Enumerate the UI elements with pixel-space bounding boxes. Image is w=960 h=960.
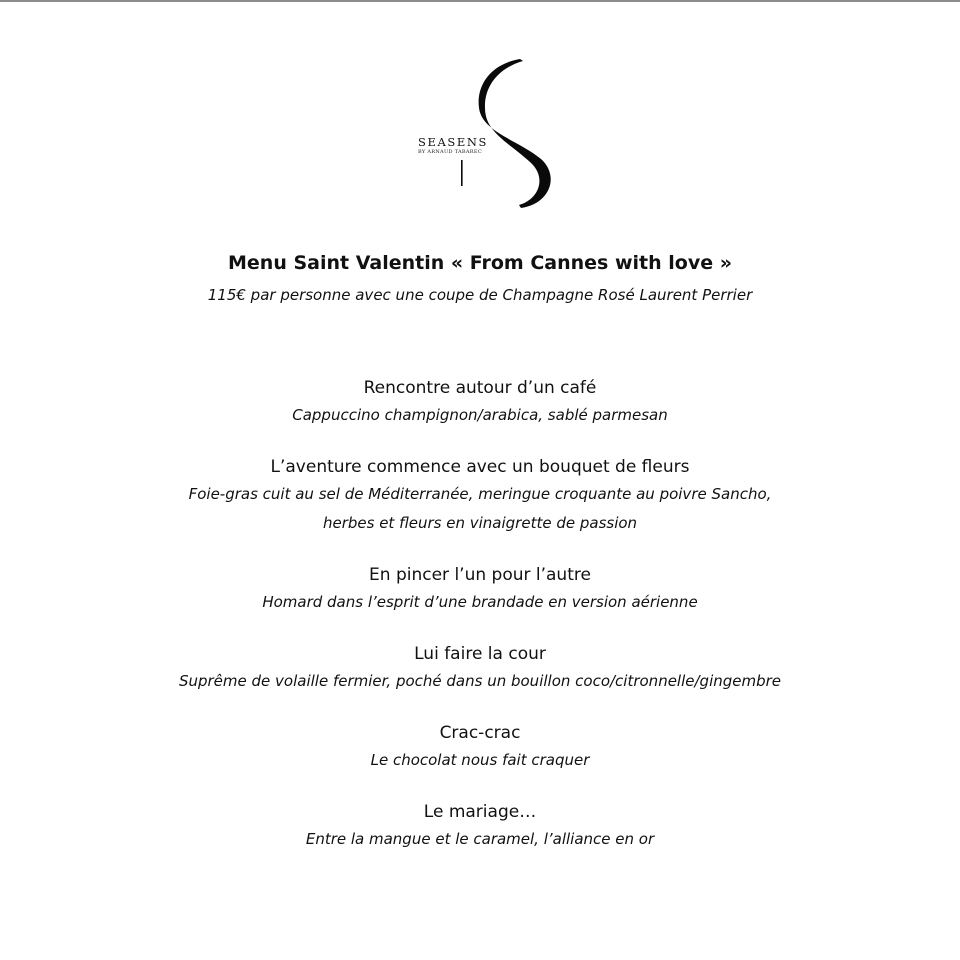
menu-subtitle: 115€ par personne avec une coupe de Champagne Rosé Laurent Perrier	[207, 286, 753, 304]
top-border	[0, 0, 960, 2]
course-title: Le mariage…	[423, 802, 537, 822]
seasens-logo	[408, 56, 568, 212]
menu-title: Menu Saint Valentin « From Cannes with love »	[228, 252, 732, 274]
course-item	[0, 641, 960, 696]
course-title: Rencontre autour d’un café	[363, 378, 597, 398]
course-item	[0, 720, 960, 775]
course-title: En pincer l’un pour l’autre	[369, 565, 591, 585]
course-item	[0, 454, 960, 538]
s-monogram-icon	[408, 56, 568, 212]
course-item	[0, 562, 960, 617]
course-description: Le chocolat nous fait craquer	[370, 751, 590, 769]
brand-tagline: BY ARNAUD TABAREC	[418, 149, 482, 155]
brand-name: SEASENS	[418, 135, 488, 149]
course-item	[0, 375, 960, 430]
course-description: Foie-gras cuit au sel de Méditerranée, meringue croquante au poivre Sancho,	[188, 485, 772, 503]
course-description: Suprême de volaille fermier, poché dans un bouillon coco/citronnelle/gingembre	[178, 672, 782, 690]
course-title: L’aventure commence avec un bouquet de fleurs	[270, 457, 690, 477]
course-title: Crac-crac	[439, 723, 521, 743]
course-description: Homard dans l’esprit d’une brandade en version aérienne	[262, 593, 698, 611]
course-description: Entre la mangue et le caramel, l’alliance en or	[305, 830, 655, 848]
course-item	[0, 799, 960, 854]
course-description: herbes et fleurs en vinaigrette de passion	[322, 514, 638, 532]
course-description: Cappuccino champignon/arabica, sablé parmesan	[292, 406, 668, 424]
course-list	[0, 375, 960, 878]
course-title: Lui faire la cour	[414, 644, 546, 664]
